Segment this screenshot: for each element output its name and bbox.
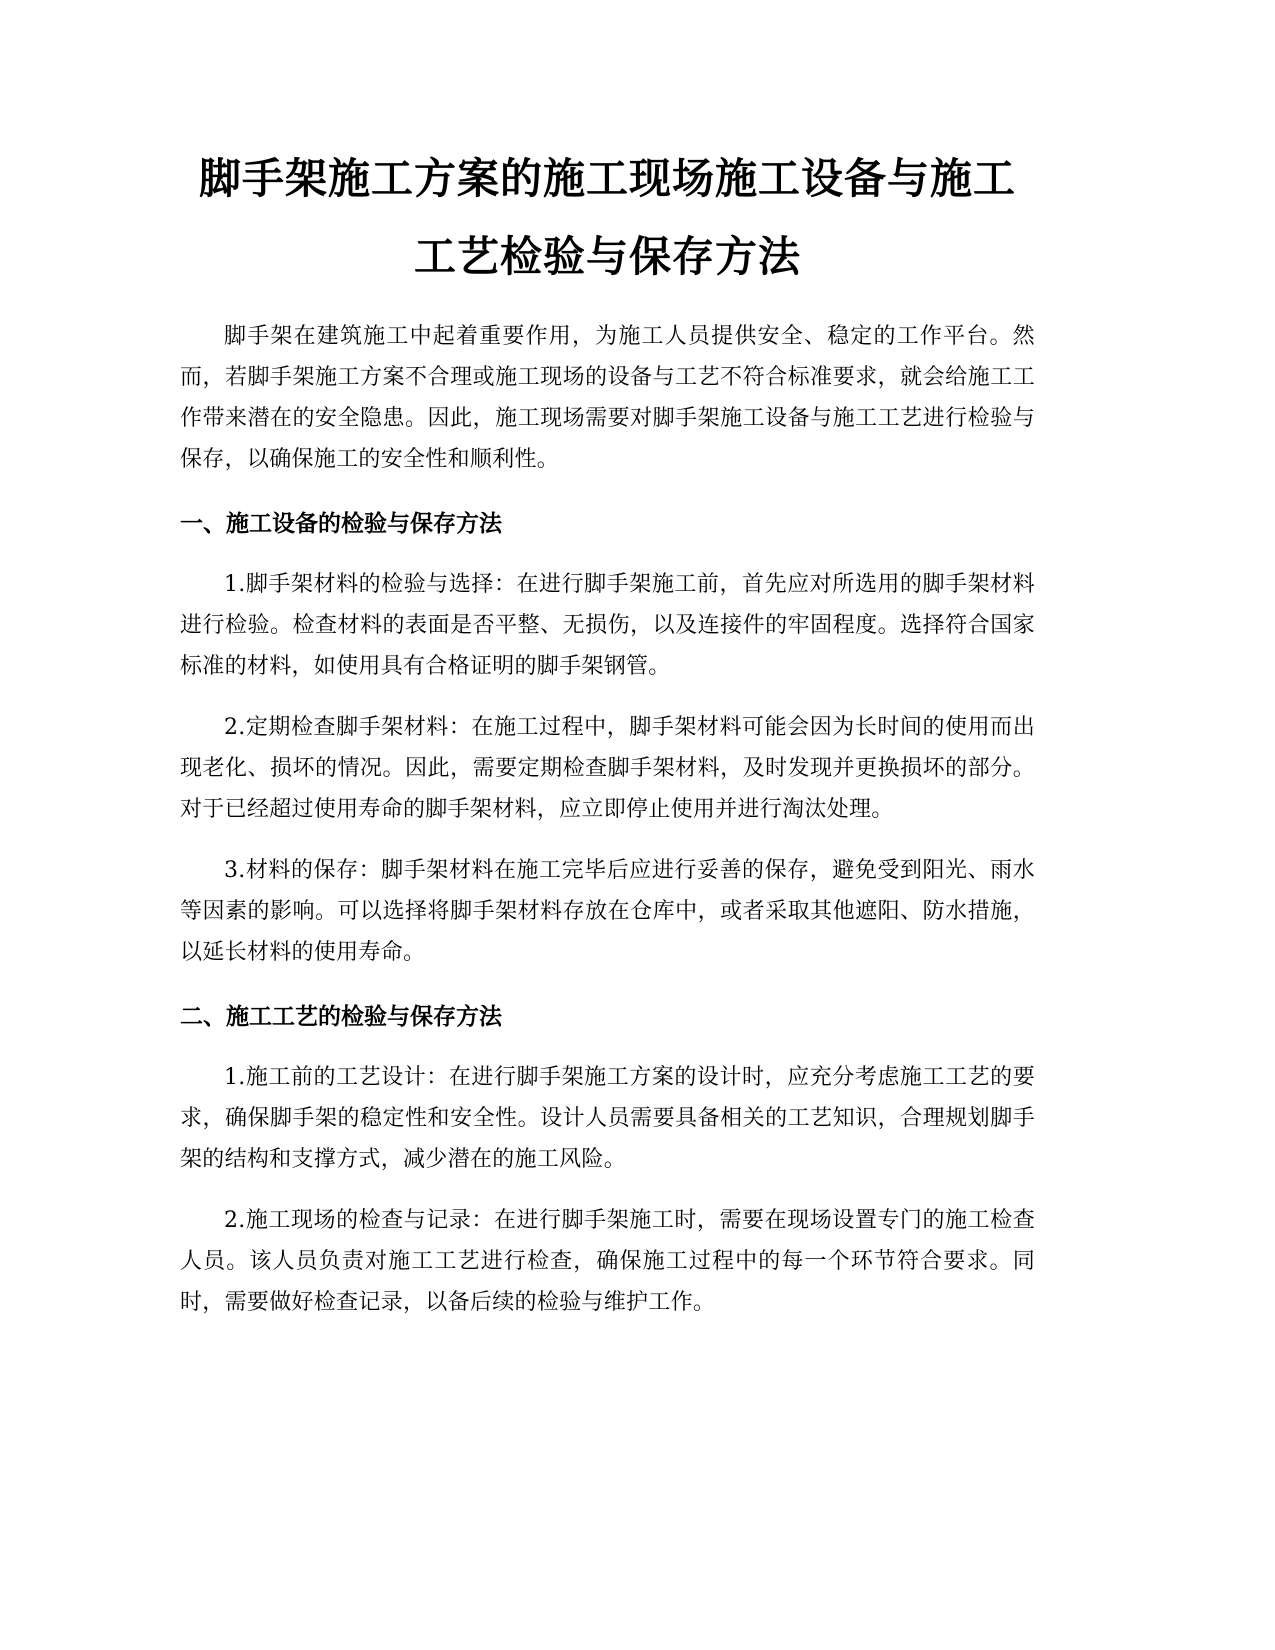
process-paragraph-2: 2.施工现场的检查与记录：在进行脚手架施工时，需要在现场设置专门的施工检查人员。该人员负责对施工工艺进行检查，确保施工过程中的每一个环节符合要求。同时，需要做好检查记录，以备后续的检验与维护工作。: [180, 1208, 1035, 1315]
document-title: 脚手架施工方案的施工现场施工设备与施工工艺检验与保存方法: [198, 154, 1016, 281]
section-heading-process: 二、施工工艺的检验与保存方法: [180, 1004, 502, 1030]
process-paragraph-1: 1.施工前的工艺设计：在进行脚手架施工方案的设计时，应充分考虑施工工艺的要求，确保脚手架的稳定性和安全性。设计人员需要具备相关的工艺知识，合理规划脚手架的结构和支撑方式，减少潜在的施工风险。: [180, 1065, 1035, 1172]
equipment-paragraph-1: 1.脚手架材料的检验与选择：在进行脚手架施工前，首先应对所选用的脚手架材料进行检验。检查材料的表面是否平整、无损伤，以及连接件的牢固程度。选择符合国家标准的材料，如使用具有合格证明的脚手架钢管。: [180, 572, 1035, 679]
intro-paragraph: 脚手架在建筑施工中起着重要作用，为施工人员提供安全、稳定的工作平台。然而，若脚手架施工方案不合理或施工现场的设备与工艺不符合标准要求，就会给施工工作带来潜在的安全隐患。因此，施工现场需要对脚手架施工设备与施工工艺进行检验与保存，以确保施工的安全性和顺利性。: [180, 324, 1035, 472]
equipment-paragraph-3: 3.材料的保存：脚手架材料在施工完毕后应进行妥善的保存，避免受到阳光、雨水等因素的影响。可以选择将脚手架材料存放在仓库中，或者采取其他遮阳、防水措施，以延长材料的使用寿命。: [180, 858, 1035, 965]
equipment-paragraph-2: 2.定期检查脚手架材料：在施工过程中，脚手架材料可能会因为长时间的使用而出现老化、损坏的情况。因此，需要定期检查脚手架材料，及时发现并更换损坏的部分。对于已经超过使用寿命的脚手架材料，应立即停止使用并进行淘汰处理。: [180, 715, 1035, 822]
document-page: [180, 140, 1035, 1343]
section-heading-equipment: 一、施工设备的检验与保存方法: [180, 511, 502, 537]
